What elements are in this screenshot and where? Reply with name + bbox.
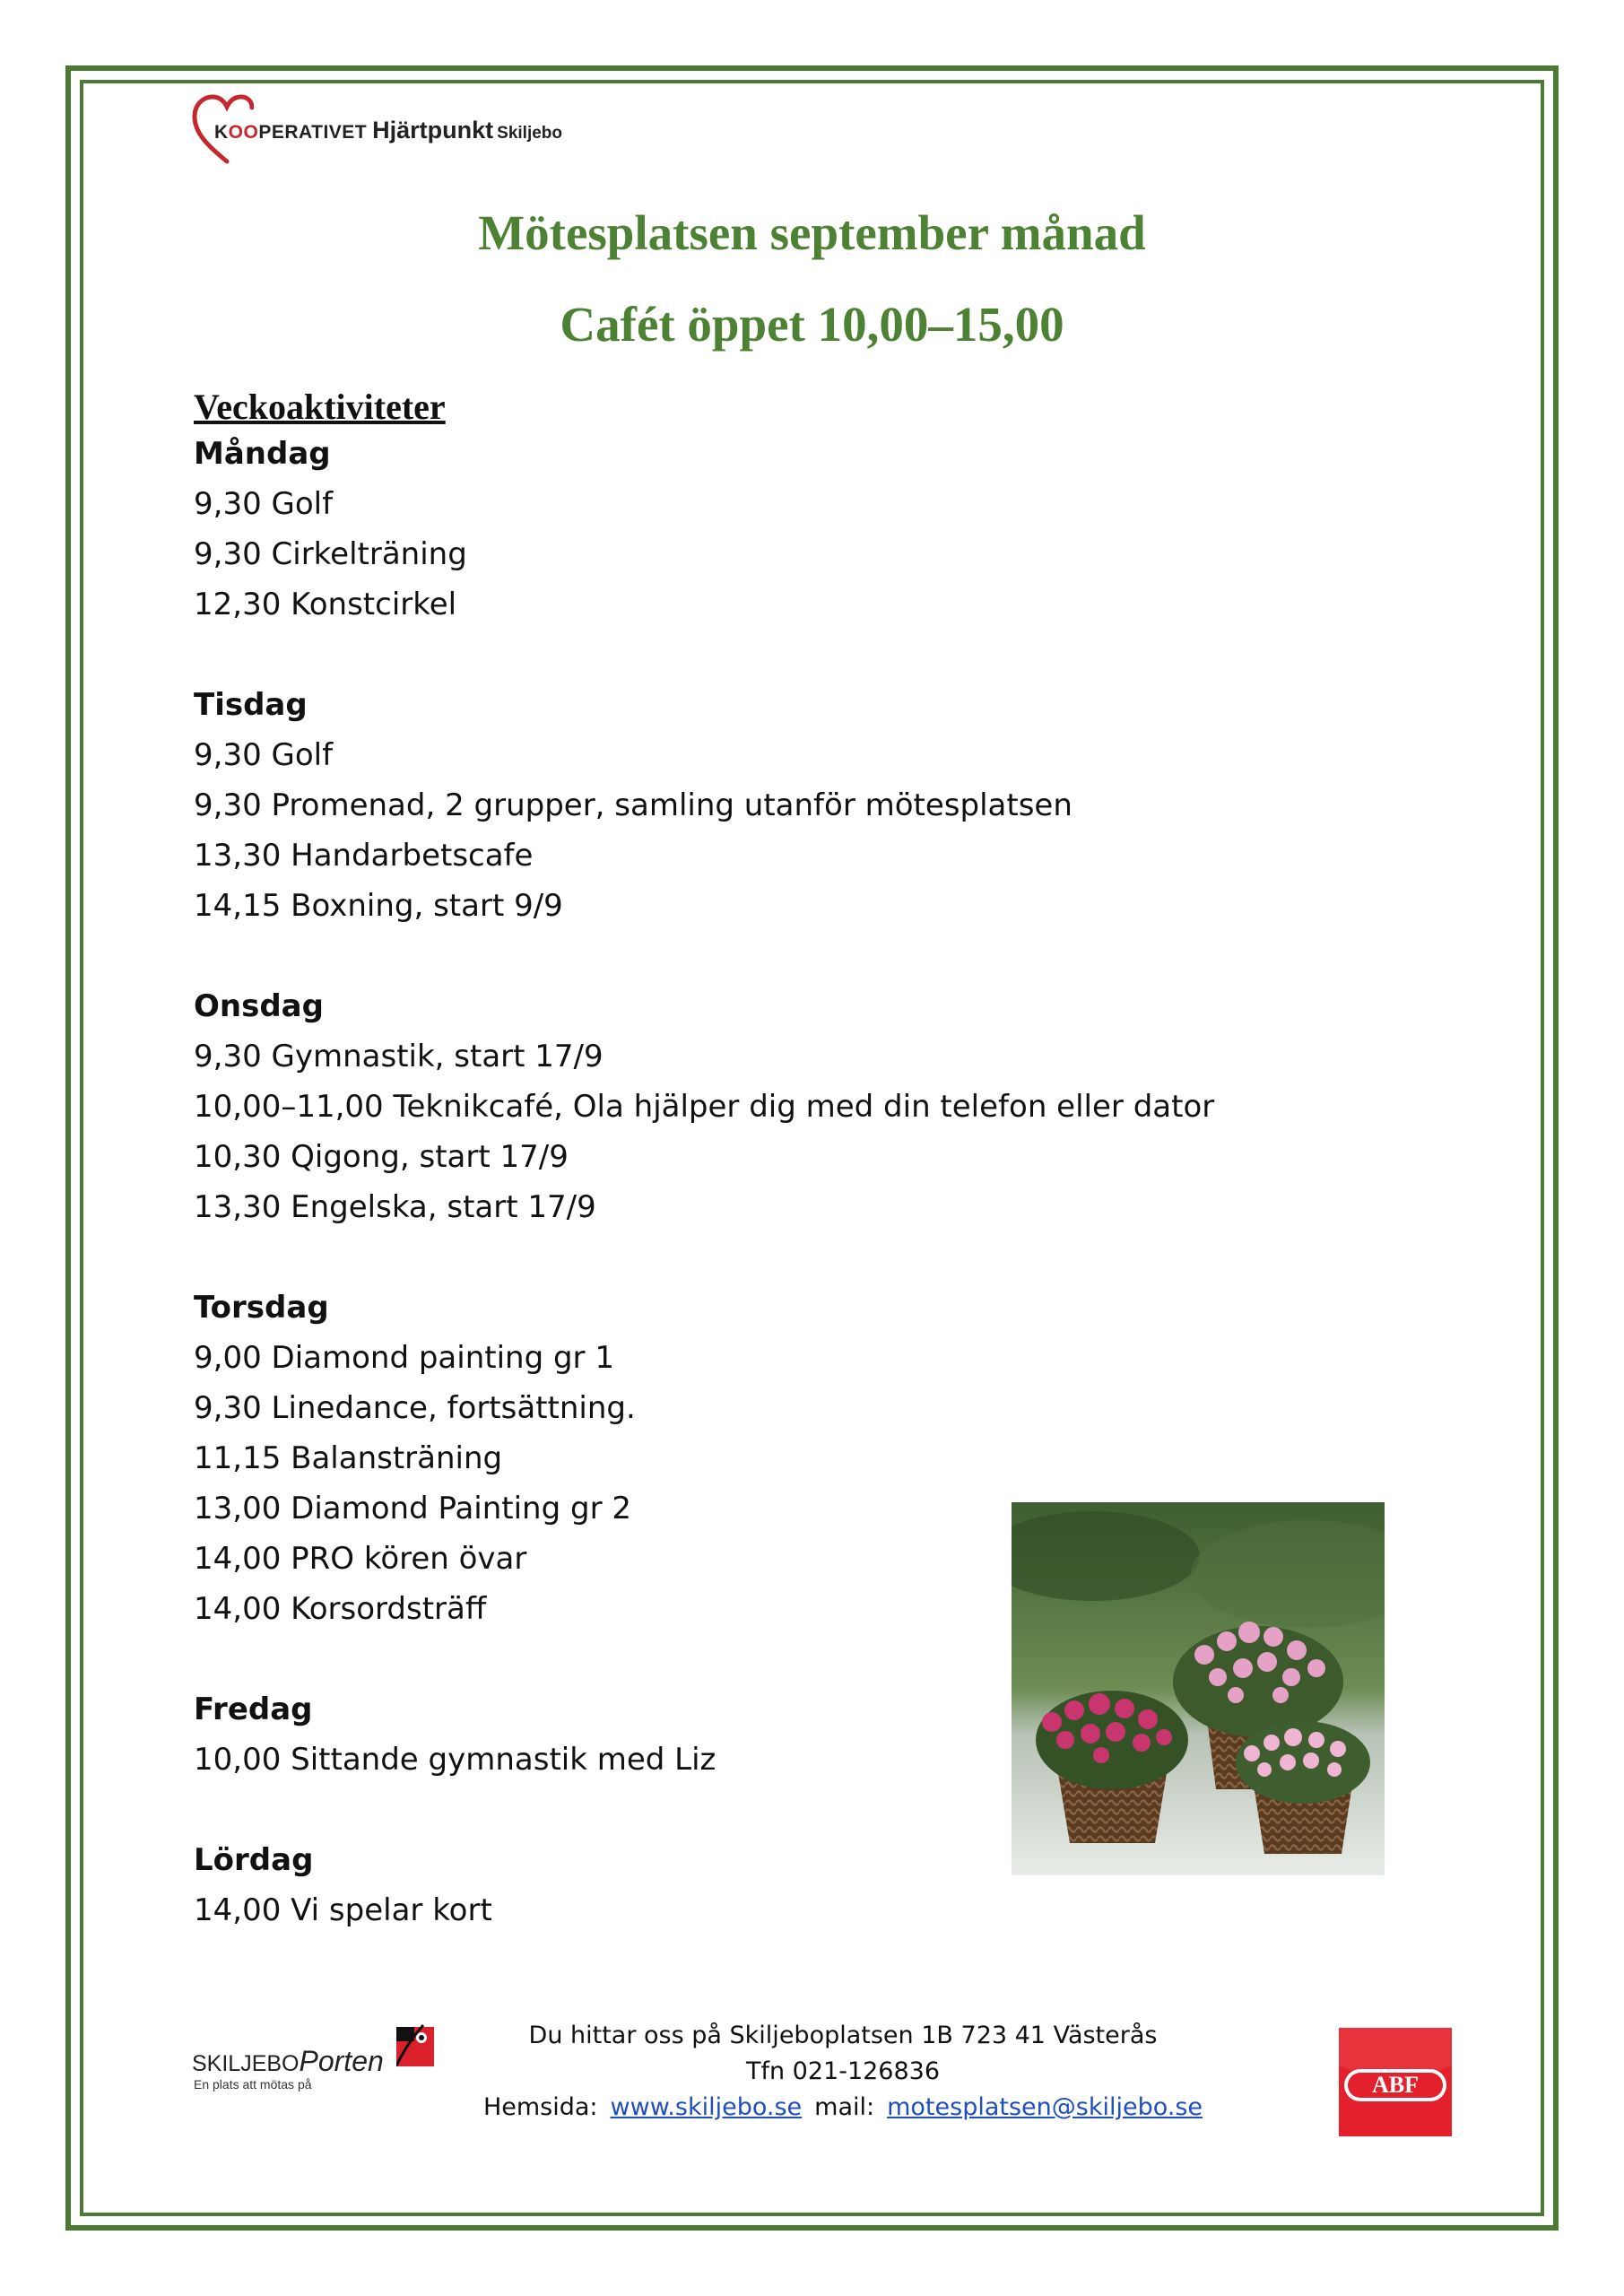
day-name: Måndag — [194, 436, 331, 472]
page-title: Mötesplatsen september månad — [478, 205, 1146, 260]
activity-item: 9,30 Cirkelträning — [194, 536, 467, 572]
day-name: Torsdag — [194, 1290, 329, 1326]
activity-item: 10,00–11,00 Teknikcafé, Ola hjälper dig med din telefon eller dator — [194, 1089, 1215, 1125]
activity-item: 13,30 Handarbetscafe — [194, 838, 534, 874]
porten-logo-tagline: En plats att mötas på — [194, 2077, 312, 2092]
contact-links-line — [413, 2090, 1273, 2126]
day-name: Lördag — [194, 1842, 314, 1878]
activity-item: 9,30 Gymnastik, start 17/9 — [194, 1039, 604, 1074]
activity-item: 10,00 Sittande gymnastik med Liz — [194, 1742, 716, 1778]
activity-item: 9,30 Golf — [194, 737, 334, 773]
activity-item: 9,00 Diamond painting gr 1 — [194, 1340, 614, 1376]
activity-item: 9,30 Promenad, 2 grupper, samling utanför mötesplatsen — [194, 787, 1073, 823]
email-link[interactable]: motesplatsen@skiljebo.se — [887, 2093, 1203, 2121]
activity-item: 11,15 Balansträning — [194, 1440, 503, 1476]
activity-item: 12,30 Konstcirkel — [194, 587, 457, 622]
activity-item: 13,00 Diamond Painting gr 2 — [194, 1491, 631, 1526]
day-name: Onsdag — [194, 988, 324, 1024]
day-block — [194, 680, 1214, 931]
logo-skiljebo: Skiljebo — [497, 124, 562, 143]
contact-info — [413, 2018, 1273, 2126]
potted-flowers-photo — [1012, 1502, 1385, 1875]
activity-item: 10,30 Qigong, start 17/9 — [194, 1139, 569, 1175]
porten-logo-wordmark: SKILJEBOPorten — [192, 2045, 384, 2077]
contact-phone: Tfn 021-126836 — [745, 2057, 941, 2085]
activity-item: 14,15 Boxning, start 9/9 — [194, 888, 563, 924]
logo-kooperativet: KOOPERATIVET — [214, 122, 368, 143]
day-name: Tisdag — [194, 687, 308, 723]
logo-wordmark — [214, 117, 562, 144]
day-name: Fredag — [194, 1692, 313, 1727]
website-label: Hemsida: — [482, 2093, 598, 2121]
abf-logo — [1339, 2028, 1452, 2136]
activity-item: 14,00 Vi spelar kort — [194, 1892, 492, 1928]
page-subtitle: Cafét öppet 10,00–15,00 — [560, 297, 1064, 352]
contact-address: Du hittar oss på Skiljeboplatsen 1B 723 41 Västerås — [528, 2022, 1158, 2049]
section-heading: Veckoaktiviteter — [194, 387, 446, 427]
kooperativet-hjartpunkt-logo — [191, 93, 604, 169]
activity-item: 13,30 Engelska, start 17/9 — [194, 1189, 596, 1225]
website-link[interactable]: www.skiljebo.se — [610, 2093, 803, 2121]
abf-logo-text: ABF — [1372, 2072, 1419, 2098]
logo-hjartpunkt: Hjärtpunkt — [372, 117, 494, 144]
day-block — [194, 429, 1214, 630]
activity-item: 14,00 Korsordsträff — [194, 1591, 487, 1627]
activity-item: 9,30 Linedance, fortsättning. — [194, 1390, 636, 1426]
mail-label: mail: — [814, 2093, 875, 2121]
activity-item: 9,30 Golf — [194, 486, 334, 522]
day-block — [194, 981, 1214, 1232]
activity-item: 14,00 PRO kören övar — [194, 1541, 527, 1577]
